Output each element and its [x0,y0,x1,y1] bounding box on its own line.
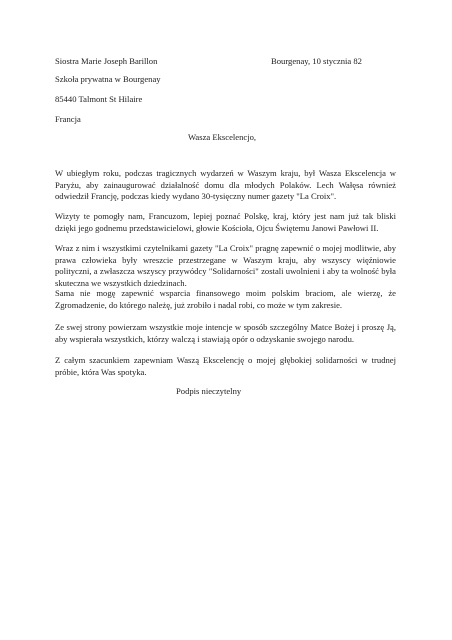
paragraph-6: Z całym szacunkiem zapewniam Waszą Ekscelencję o mojej głębokiej solidarności w trudnej próbie, która Was spotyka. [55,355,396,377]
paragraph-2: Wizyty te pomogły nam, Francuzom, lepiej poznać Polskę, kraj, który jest nam już tak bliski dzięki jego godnemu przedstawicielowi, głowie Kościoła, Ojcu Świętemu Janowi Pawłowi II. [55,211,396,233]
place-date: Bourgenay, 10 stycznia 82 [271,56,362,66]
paragraph-4: Sama nie mogę zapewnić wsparcia finansowego moim polskim braciom, ale wierzę, że Zgromadzenie, do którego należę, już zrobiło i nadal robi, co może w tym zakresie. [55,288,396,310]
salutation: Wasza Ekscelencjo, [188,132,257,142]
sender-name: Siostra Marie Joseph Barillon [55,56,158,66]
signature-note: Podpis nieczytelny [176,386,242,396]
country-line: Francja [55,114,81,124]
school-name: Szkoła prywatna w Bourgenay [55,74,161,84]
address-line: 85440 Talmont St Hilaire [55,94,143,104]
paragraph-3: Wraz z nim i wszystkimi czytelnikami gazety "La Croix" pragnę zapewnić o mojej modlitwie, aby prawa człowieka były wreszcie przestrzegane w Waszym kraju, aby wszyscy więźniowie polityczni, a zwłaszcza wszyscy przywódcy "Solidarności" zostali uwolnieni i aby ta wolność była skuteczna we wszystkich dziedzinach. [55,243,396,288]
paragraph-5: Ze swej strony powierzam wszystkie moje intencje w sposób szczególny Matce Bożej i proszę Ją, aby wspierała wszystkich, którzy walczą i stawiają opór o odzyskanie swojego narodu. [55,322,396,344]
paragraph-1: W ubiegłym roku, podczas tragicznych wydarzeń w Waszym kraju, był Wasza Ekscelencja w Paryżu, aby zainaugurować działalność domu dla młodych Polaków. Lech Wałęsa również odwiedził Francję, podczas kiedy wydano 30-tysięczny numer gazety "La Croix". [55,168,396,202]
